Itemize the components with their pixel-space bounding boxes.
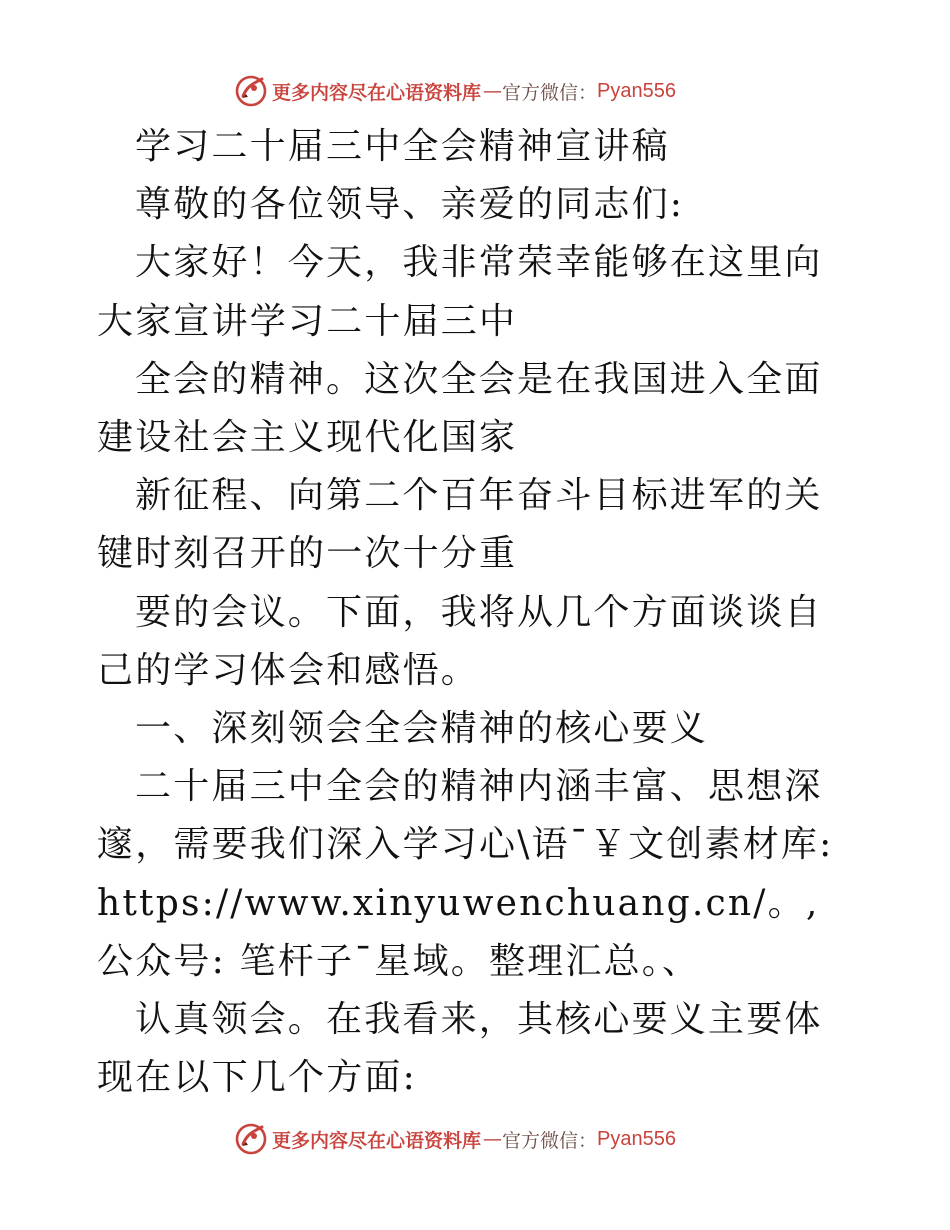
section-heading: 一、深刻领会全会精神的核心要义 <box>135 708 709 750</box>
footer-banner-separator: — <box>483 1128 503 1150</box>
pen-circle-logo-icon <box>234 74 268 108</box>
body-paragraph: 二十届三中全会的精神内涵丰富、思想深邃，需要我们深入学习心\语¯￥文创素材库: https://www.xinyuwenchuang.cn/。,公众号: 笔杆子¯星域。整理汇总。、 <box>97 766 834 982</box>
header-banner <box>234 71 676 111</box>
header-wechat-id: Pyan556 <box>597 79 676 102</box>
body-paragraph: 认真领会。在我看来，其核心要义主要体现在以下几个方面: <box>97 999 823 1099</box>
footer-wechat-id: Pyan556 <box>597 1127 676 1150</box>
document-body <box>97 118 857 1107</box>
header-banner-separator: — <box>483 80 503 102</box>
footer-wechat-label: 官方微信： <box>502 1129 598 1152</box>
body-paragraph: 要的会议。下面，我将从几个方面谈谈自己的学习体会和感悟。 <box>97 591 823 691</box>
footer-banner-title: 更多内容尽在心语资料库 <box>272 1129 482 1152</box>
header-wechat-label: 官方微信： <box>502 81 598 104</box>
pen-circle-logo-icon <box>234 1122 268 1156</box>
document-title: 学习二十届三中全会精神宣讲稿 <box>135 126 670 167</box>
body-paragraph: 全会的精神。这次全会是在我国进入全面建设社会主义现代化国家 <box>97 358 823 459</box>
body-paragraph: 大家好！今天，我非常荣幸能够在这里向大家宣讲学习二十届三中 <box>97 242 823 342</box>
body-paragraph: 新征程、向第二个百年奋斗目标进军的关键时刻召开的一次十分重 <box>97 475 823 575</box>
footer-banner <box>234 1119 676 1159</box>
header-banner-title: 更多内容尽在心语资料库 <box>272 81 482 104</box>
greeting-paragraph: 尊敬的各位领导、亲爱的同志们: <box>135 184 685 226</box>
